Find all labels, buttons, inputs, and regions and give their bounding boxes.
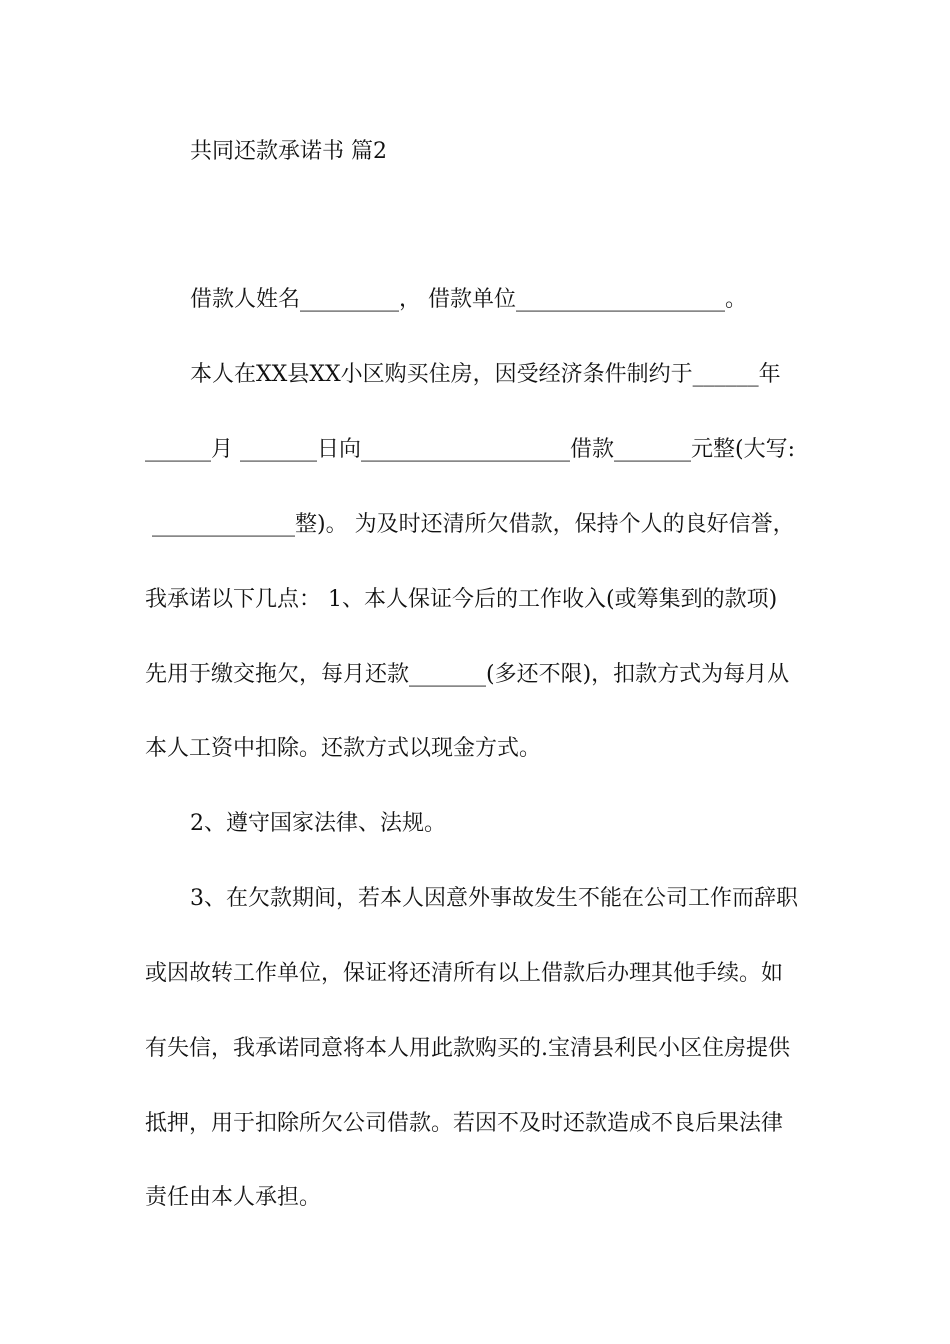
paragraph-line: _____________整)。 为及时还清所欠借款，保持个人的良好信誉， [145, 512, 795, 537]
paragraph-line: 先用于缴交拖欠，每月还款_______(多还不限)，扣款方式为每月从 [145, 662, 790, 687]
paragraph-line: 责任由本人承担。 [145, 1185, 322, 1210]
paragraph-line: 本人工资中扣除。还款方式以现金方式。 [145, 736, 542, 761]
paragraph-line: ______月 _______日向___________________借款_______元整(大写: [145, 437, 795, 462]
paragraph-line: 2、遵守国家法律、法规。 [190, 811, 446, 836]
paragraph-line: 3、在欠款期间，若本人因意外事故发生不能在公司工作而辞职 [190, 886, 798, 911]
paragraph-line: 抵押，用于扣除所欠公司借款。若因不及时还款造成不良后果法律 [145, 1111, 784, 1136]
paragraph-line: 借款人姓名_________， 借款单位___________________。 [190, 287, 747, 312]
paragraph-line: 我承诺以下几点： 1、本人保证今后的工作收入(或筹集到的款项) [145, 587, 778, 612]
paragraph-line: 有失信，我承诺同意将本人用此款购买的.宝清县利民小区住房提供 [145, 1036, 790, 1061]
paragraph-line: 或因故转工作单位，保证将还清所有以上借款后办理其他手续。如 [145, 961, 784, 986]
document-title: 共同还款承诺书 篇2 [190, 139, 387, 164]
paragraph-line: 本人在XX县XX小区购买住房，因受经济条件制约于______年 [190, 362, 781, 387]
